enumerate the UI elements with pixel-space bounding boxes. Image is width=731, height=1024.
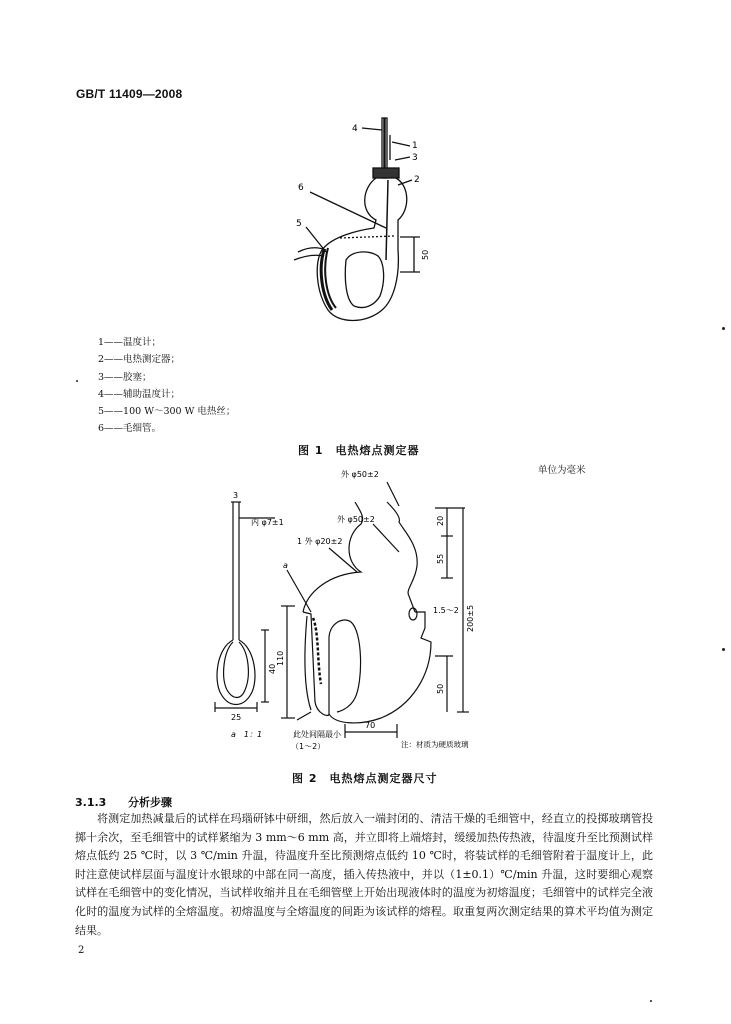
fig2-inner-7: 内 φ7±1 — [251, 518, 284, 527]
section-title: 分析步骤 — [128, 796, 173, 809]
figure1-caption: 图 1 电热熔点测定器 — [298, 444, 420, 457]
scan-speck — [76, 380, 78, 382]
legend-item-3: 3——胶塞； — [98, 371, 152, 383]
fig2-dim-200: 200±5 — [466, 604, 475, 632]
fig2-marker-a: a — [283, 561, 288, 570]
scan-speck — [650, 1000, 652, 1002]
fig2-bend-note-1: 此处间隔最小 — [293, 730, 341, 739]
section-number: 3.1.3 — [75, 796, 107, 809]
legend-item-6: 6——毛细管。 — [98, 423, 162, 435]
fig2-material-note: 注：材质为硬质玻璃 — [401, 740, 469, 749]
fig1-dim-50: 50 — [421, 249, 430, 260]
scan-speck — [722, 327, 725, 330]
figure1-legend — [98, 334, 235, 438]
scan-speck — [722, 648, 725, 651]
legend-item-4: 4——辅助温度计； — [98, 388, 181, 400]
fig2-dim-40: 40 — [268, 663, 277, 674]
fig2-outer-50-top: 外 φ50±2 — [341, 470, 379, 479]
figure1-drawing — [270, 110, 450, 335]
fig2-dim-55: 55 — [436, 553, 445, 564]
page-number: 2 — [78, 945, 85, 956]
fig2-scale-note: a 1：1 — [231, 730, 263, 739]
fig1-callout-2: 2 — [414, 175, 420, 185]
fig1-callout-5: 5 — [296, 219, 302, 229]
fig2-dim-110: 110 — [276, 650, 285, 666]
legend-item-1: 1——温度计； — [98, 337, 162, 348]
fig2-dim-25: 25 — [231, 713, 242, 722]
fig2-outer-50-mid: 外 φ50±2 — [337, 515, 375, 524]
fig2-dim-1-5-2: 1.5～2 — [433, 606, 459, 615]
fig1-callout-3: 3 — [412, 153, 418, 163]
analysis-steps-paragraph: 将测定加热减量后的试样在玛瑙研钵中研细，然后放入一端封闭的、清洁干燥的毛细管中，经直立的投掷玻璃管投掷十余次，至毛细管中的试样紧缩为 3 mm～6 mm 高，并立即将上端熔封，缓缓加热传热液，待温度升至比预测试样熔点低约 25 ℃时，以 3 ℃/min 升温，待温度升至比预测熔点低约 10 ℃时，将装试样的毛细管附着于温度计上，此时注意使试样层面与温度计水银球的中部在同一高度，插入传热液中，并以（1±0.1）℃/min 升温，这时要细心观察试样在毛细管中的变化情况，当试样收缩并且在毛细管壁上开始出现液体时的温度为初熔温度；毛细管中的试样完全液化时的温度为试样的全熔温度。初熔温度与全熔温度的间距为该试样的熔程。取重复两次测定结果的算术平均值为测定结果。 — [75, 812, 653, 937]
fig1-callout-4: 4 — [352, 124, 358, 134]
fig2-bend-note-2: （1～2） — [291, 742, 326, 751]
standard-code-header: GB/T 11409—2008 — [76, 87, 183, 101]
figure2-caption: 图 2 电热熔点测定器尺寸 — [292, 772, 438, 785]
fig1-callout-6: 6 — [298, 183, 304, 193]
fig2-dim-50: 50 — [436, 683, 445, 694]
legend-item-2: 2——电热测定器； — [98, 354, 181, 366]
fig2-outer-20: 1 外 φ20±2 — [297, 537, 343, 546]
fig2-dim-70: 70 — [365, 721, 376, 730]
section-heading — [75, 794, 172, 810]
legend-item-5: 5——100 W～300 W 电热丝； — [98, 406, 236, 418]
unit-note: 单位为毫米 — [538, 465, 586, 476]
fig1-callout-1: 1 — [412, 141, 418, 151]
figure2-drawing — [195, 462, 495, 762]
fig2-width-3: 3 — [233, 491, 239, 500]
fig2-dim-20: 20 — [436, 515, 445, 526]
